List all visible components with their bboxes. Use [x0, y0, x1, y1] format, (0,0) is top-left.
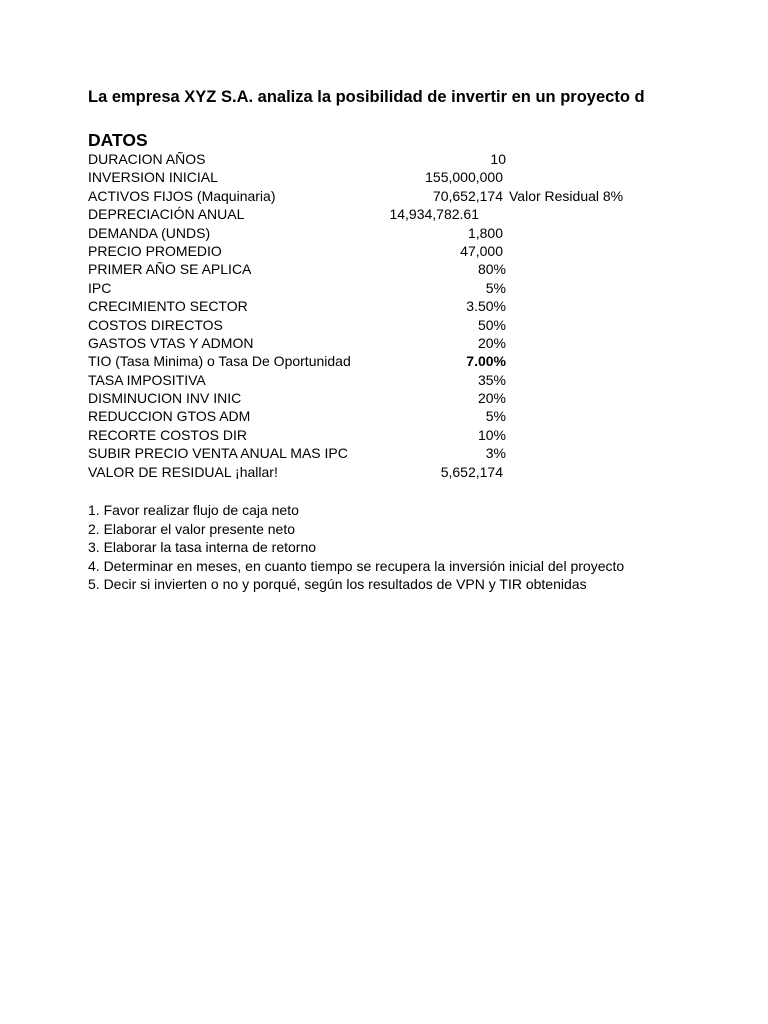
- row-label: DEPRECIACIÓN ANUAL: [88, 206, 245, 223]
- row-label: DEMANDA (UNDS): [88, 224, 211, 241]
- question-item: 2. Elaborar el valor presente neto: [88, 520, 296, 537]
- data-row: [0, 297, 768, 315]
- data-row: [0, 389, 768, 407]
- data-row: [0, 150, 768, 168]
- data-row: [0, 187, 768, 205]
- row-label: CRECIMIENTO SECTOR: [88, 298, 248, 315]
- row-value: 14,934,782.61: [389, 206, 479, 223]
- row-value: 35%: [477, 371, 506, 388]
- data-row: [0, 224, 768, 242]
- data-row: [0, 168, 768, 186]
- document-title: La empresa XYZ S.A. analiza la posibilidad de invertir en un proyecto d: [88, 88, 645, 106]
- row-label: PRECIO PROMEDIO: [88, 242, 222, 259]
- row-value: 5,652,174: [440, 463, 503, 480]
- data-row: [0, 371, 768, 389]
- row-label: COSTOS DIRECTOS: [88, 316, 223, 333]
- data-row: [0, 205, 768, 223]
- row-label: TIO (Tasa Minima) o Tasa De Oportunidad: [88, 353, 351, 370]
- row-value: 10%: [477, 426, 506, 443]
- data-row: [0, 260, 768, 278]
- row-value: 80%: [477, 261, 506, 278]
- data-row: [0, 352, 768, 370]
- row-label: RECORTE COSTOS DIR: [88, 426, 247, 443]
- row-label: ACTIVOS FIJOS (Maquinaria): [88, 187, 276, 204]
- row-label: PRIMER AÑO SE APLICA: [88, 261, 252, 278]
- row-value: 3.50%: [466, 298, 506, 315]
- section-heading: DATOS: [88, 130, 148, 150]
- question-item: 1. Favor realizar flujo de caja neto: [88, 502, 299, 518]
- data-row: [0, 242, 768, 260]
- data-row: [0, 279, 768, 297]
- question-item: 5. Decir si invierten o no y porqué, según los resultados de VPN y TIR obtenidas: [88, 576, 587, 593]
- row-value: 5%: [485, 408, 506, 425]
- row-value: 20%: [477, 334, 506, 351]
- row-label: VALOR DE RESIDUAL ¡hallar!: [88, 463, 278, 480]
- question-item: 3. Elaborar la tasa interna de retorno: [88, 539, 317, 556]
- row-label: DISMINUCION INV INIC: [88, 390, 242, 407]
- row-label: INVERSION INICIAL: [88, 169, 218, 186]
- row-value: 1,800: [467, 224, 503, 241]
- row-label: GASTOS VTAS Y ADMON: [88, 334, 254, 351]
- row-value: 155,000,000: [425, 169, 503, 186]
- data-row: [0, 463, 768, 481]
- data-row: [0, 316, 768, 334]
- data-table: [0, 150, 768, 481]
- row-value: 47,000: [460, 242, 503, 259]
- row-label: DURACION AÑOS: [88, 151, 206, 167]
- row-value: 3%: [485, 445, 506, 462]
- row-label: REDUCCION GTOS ADM: [88, 408, 251, 425]
- row-value: 50%: [477, 316, 506, 333]
- data-row: [0, 407, 768, 425]
- row-label: SUBIR PRECIO VENTA ANUAL MAS IPC: [88, 445, 348, 462]
- row-value: 7.00%: [466, 353, 506, 370]
- row-value: 10: [490, 151, 506, 167]
- row-value: 20%: [477, 390, 506, 407]
- question-list: [88, 501, 624, 594]
- row-label: IPC: [88, 279, 112, 296]
- row-value: 70,652,174: [432, 187, 503, 204]
- data-row: [0, 444, 768, 462]
- row-value: 5%: [485, 279, 506, 296]
- row-note: Valor Residual 8%: [509, 187, 624, 204]
- row-label: TASA IMPOSITIVA: [88, 371, 206, 388]
- data-row: [0, 426, 768, 444]
- question-item: 4. Determinar en meses, en cuanto tiempo se recupera la inversión inicial del proyecto: [88, 557, 625, 574]
- data-row: [0, 334, 768, 352]
